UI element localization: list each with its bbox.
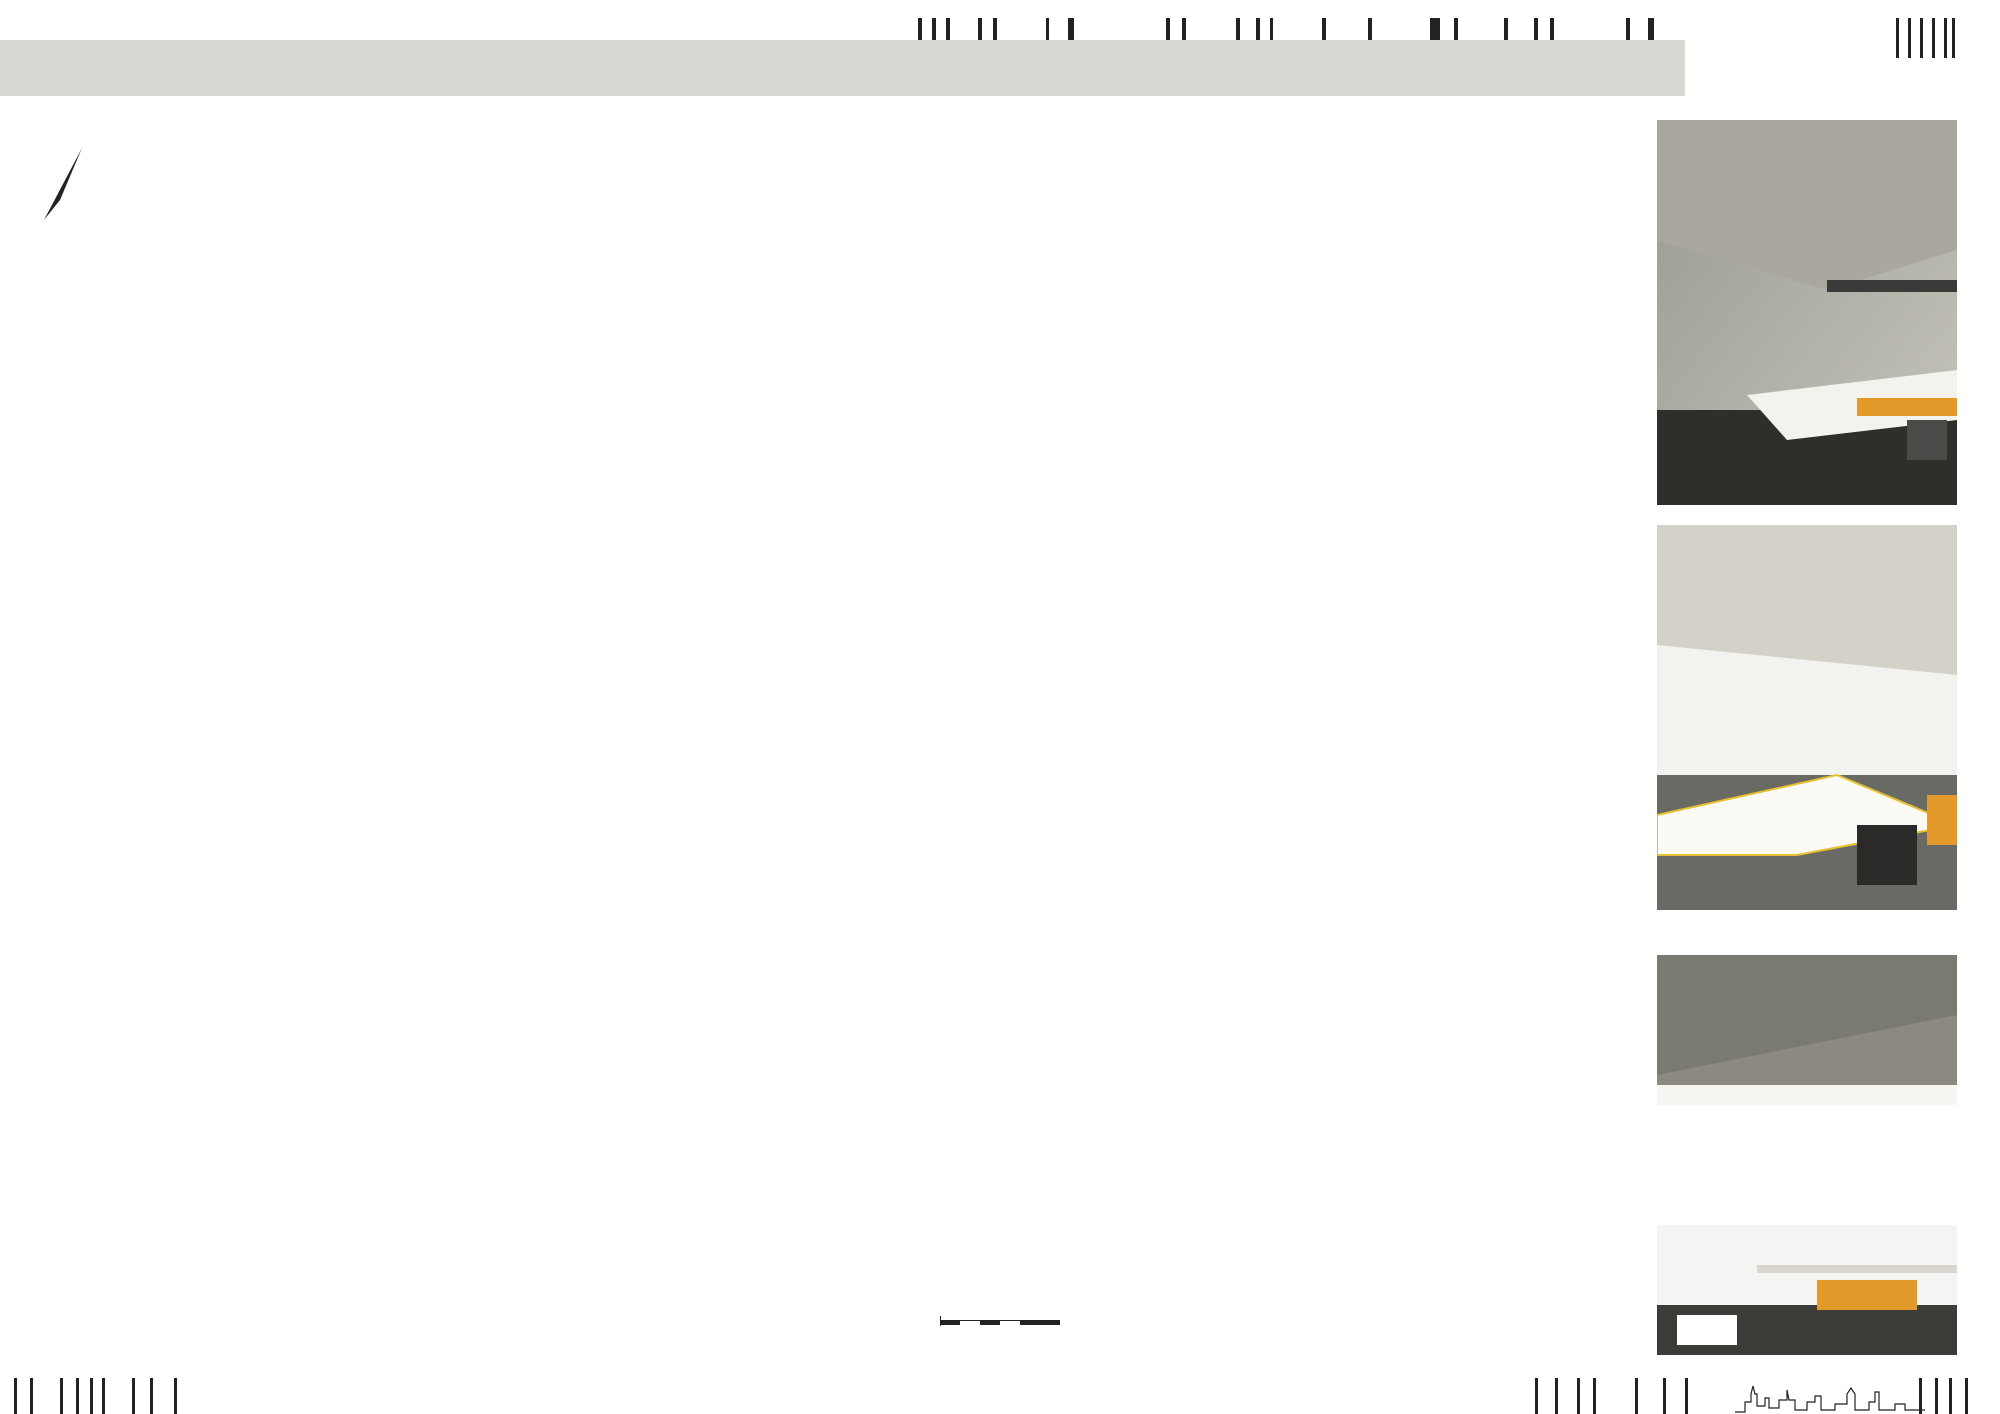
- top-barcode: [918, 18, 1680, 40]
- bottom-left-barcode: [14, 1378, 184, 1414]
- city-skyline-icon: [1735, 1384, 1925, 1414]
- floor-plan: [120, 200, 1240, 1350]
- interior-photo-3: [1657, 955, 1957, 1105]
- north-arrow-icon: [34, 138, 94, 228]
- title-band: [0, 40, 1685, 96]
- interior-photo-4: [1657, 1225, 1957, 1355]
- scale-bar: [940, 1316, 1060, 1330]
- interior-photo-1: [1657, 120, 1957, 505]
- top-right-barcode: [1880, 18, 1990, 58]
- interior-photo-2: [1657, 525, 1957, 910]
